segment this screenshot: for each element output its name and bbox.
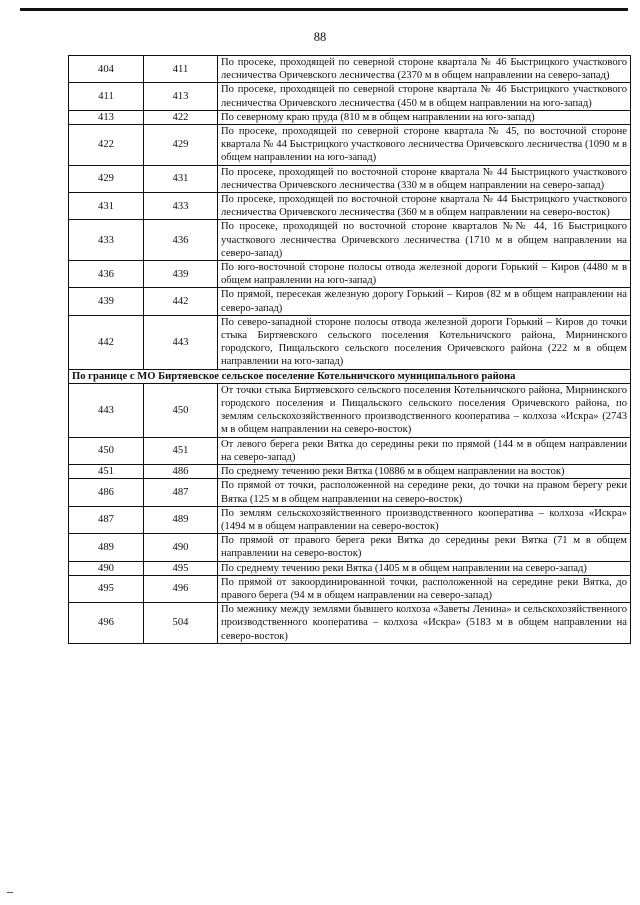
point-to-cell: 496 — [144, 575, 218, 602]
point-from-cell: 431 — [69, 193, 144, 220]
table-row — [69, 110, 631, 124]
margin-mark — [7, 892, 13, 893]
segment-description-cell: По просеке, проходящей по восточной стороне квартала № 44 Быстрицкого участкового лесничества Оричевского лесничества (360 м в общем направлении на северо-восток) — [218, 193, 631, 220]
table-row — [69, 125, 631, 166]
point-from-cell: 489 — [69, 534, 144, 561]
point-from-cell: 495 — [69, 575, 144, 602]
point-from-cell: 486 — [69, 479, 144, 506]
table-row — [69, 465, 631, 479]
segment-description-cell: По юго-восточной стороне полосы отвода железной дороги Горький – Киров (4480 м в общем направлении на юго-запад) — [218, 261, 631, 288]
table-row — [69, 165, 631, 192]
point-to-cell: 429 — [144, 125, 218, 166]
table-row — [69, 220, 631, 261]
point-from-cell: 443 — [69, 383, 144, 437]
segment-description-cell: По просеке, проходящей по северной стороне квартала № 46 Быстрицкого участкового лесничества Оричевского лесничества (2370 м в общем направлении на северо-запад) — [218, 56, 631, 83]
point-to-cell: 439 — [144, 261, 218, 288]
point-from-cell: 496 — [69, 603, 144, 644]
point-from-cell: 439 — [69, 288, 144, 315]
table-row — [69, 603, 631, 644]
segment-description-cell: По межнику между землями бывшего колхоза «Заветы Ленина» и сельскохозяйственного производственного кооператива – колхоза «Искра» (5183 м в общем направлении на северо-восток) — [218, 603, 631, 644]
table-row — [69, 383, 631, 437]
table-row — [69, 56, 631, 83]
point-to-cell: 495 — [144, 561, 218, 575]
segment-description-cell: По прямой от закоординированной точки, расположенной на середине реки Вятка, до правого берега (94 м в общем направлении на северо-запад) — [218, 575, 631, 602]
table-row — [69, 83, 631, 110]
segment-description-cell: По просеке, проходящей по восточной стороне квартала № 44 Быстрицкого участкового лесничества Оричевского лесничества (330 м в общем направлении на северо-запад) — [218, 165, 631, 192]
point-to-cell: 413 — [144, 83, 218, 110]
point-from-cell: 404 — [69, 56, 144, 83]
point-to-cell: 451 — [144, 437, 218, 464]
point-from-cell: 450 — [69, 437, 144, 464]
segment-description-cell: По землям сельскохозяйственного производственного кооператива – колхоза «Искра» (1494 м в общем направлении на северо-восток) — [218, 506, 631, 533]
segment-description-cell: По просеке, проходящей по восточной стороне кварталов №№ 44, 16 Быстрицкого участкового лесничества Оричевского лесничества (1710 м в общем направлении на северо-запад) — [218, 220, 631, 261]
point-from-cell: 451 — [69, 465, 144, 479]
table-row — [69, 561, 631, 575]
section-header-row — [69, 369, 631, 383]
table-row — [69, 261, 631, 288]
segment-description-cell: По прямой от точки, расположенной на середине реки, до точки на правом берегу реки Вятка (125 м в общем направлении на северо-восток) — [218, 479, 631, 506]
segment-description-cell: По прямой от правого берега реки Вятка до середины реки Вятка (71 м в общем направлении на северо-восток) — [218, 534, 631, 561]
point-from-cell: 422 — [69, 125, 144, 166]
point-to-cell: 450 — [144, 383, 218, 437]
point-to-cell: 442 — [144, 288, 218, 315]
boundary-table — [68, 55, 631, 644]
point-to-cell: 486 — [144, 465, 218, 479]
point-from-cell: 433 — [69, 220, 144, 261]
segment-description-cell: По среднему течению реки Вятка (1405 м в общем направлении на северо-запад) — [218, 561, 631, 575]
point-to-cell: 504 — [144, 603, 218, 644]
table-row — [69, 315, 631, 369]
segment-description-cell: По среднему течению реки Вятка (10886 м в общем направлении на восток) — [218, 465, 631, 479]
segment-description-cell: По северному краю пруда (810 м в общем направлении на юго-запад) — [218, 110, 631, 124]
table-row — [69, 479, 631, 506]
point-to-cell: 489 — [144, 506, 218, 533]
point-from-cell: 413 — [69, 110, 144, 124]
point-from-cell: 490 — [69, 561, 144, 575]
segment-description-cell: По просеке, проходящей по северной стороне квартала № 46 Быстрицкого участкового лесничества Оричевского лесничества (450 м в общем направлении на юго-запад) — [218, 83, 631, 110]
point-from-cell: 429 — [69, 165, 144, 192]
point-to-cell: 431 — [144, 165, 218, 192]
point-from-cell: 442 — [69, 315, 144, 369]
table-row — [69, 506, 631, 533]
segment-description-cell: От точки стыка Биртяевского сельского поселения Котельничского района, Мирнинского городского поселения и Пищальского сельского поселения Оричевского района, по землям сельскохозяйственного производственного кооператива – колхоза «Искра» (2743 м в общем направлении на северо-восток) — [218, 383, 631, 437]
point-to-cell: 433 — [144, 193, 218, 220]
point-to-cell: 411 — [144, 56, 218, 83]
page-number: 88 — [313, 30, 327, 44]
point-from-cell: 436 — [69, 261, 144, 288]
point-to-cell: 436 — [144, 220, 218, 261]
segment-description-cell: По просеке, проходящей по северной стороне квартала № 45, по восточной стороне квартала № 44 Быстрицкого участкового лесничества Оричевского лесничества (1090 м в общем направлении на юго-запад) — [218, 125, 631, 166]
point-from-cell: 411 — [69, 83, 144, 110]
point-from-cell: 487 — [69, 506, 144, 533]
point-to-cell: 487 — [144, 479, 218, 506]
top-rule — [20, 8, 628, 11]
segment-description-cell: По северо-западной стороне полосы отвода железной дороги Горький – Киров до точки стыка Биртяевского сельского поселения Котельничского района, Мирнинского городского, Пищальского сельского поселения Оричевского района (222 м в общем направлении на юго-запад) — [218, 315, 631, 369]
table-row — [69, 437, 631, 464]
boundary-table-body — [69, 56, 631, 644]
point-to-cell: 443 — [144, 315, 218, 369]
point-to-cell: 422 — [144, 110, 218, 124]
segment-description-cell: От левого берега реки Вятка до середины реки по прямой (144 м в общем направлении на северо-запад) — [218, 437, 631, 464]
section-header: По границе с МО Биртяевское сельское поселение Котельничского муниципального района — [69, 369, 631, 383]
table-row — [69, 534, 631, 561]
segment-description-cell: По прямой, пересекая железную дорогу Горький – Киров (82 м в общем направлении на северо-запад) — [218, 288, 631, 315]
table-row — [69, 193, 631, 220]
point-to-cell: 490 — [144, 534, 218, 561]
table-row — [69, 288, 631, 315]
table-row — [69, 575, 631, 602]
